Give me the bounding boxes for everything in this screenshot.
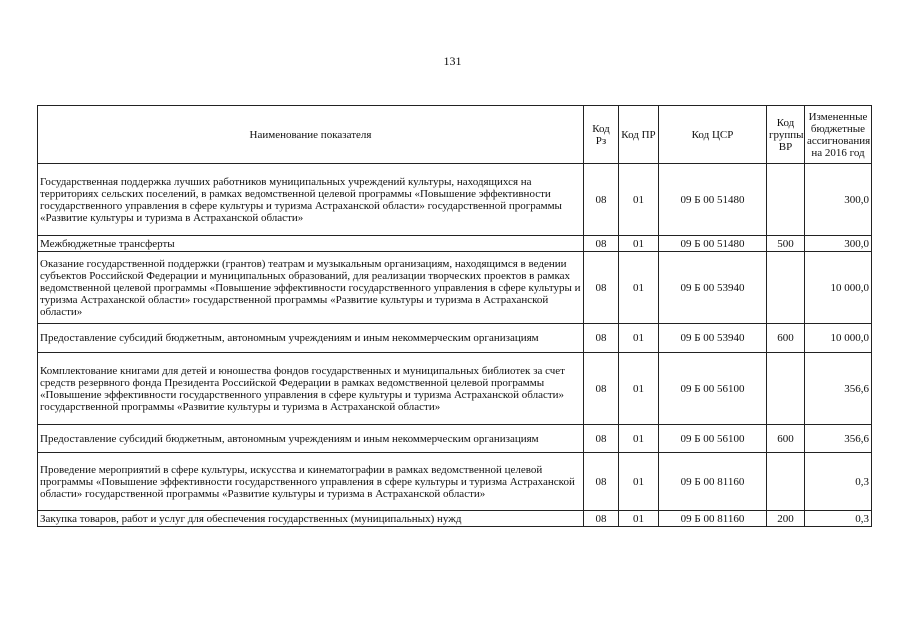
row-vr: [767, 353, 805, 425]
row-rz: 08: [584, 453, 619, 511]
row-vr: 500: [767, 236, 805, 252]
header-csr: Код ЦСР: [659, 106, 767, 164]
row-rz: 08: [584, 252, 619, 324]
row-vr: [767, 252, 805, 324]
row-name: Предоставление субсидий бюджетным, автономным учреждениям и иным некоммерческим организациям: [38, 425, 584, 453]
row-pr: 01: [619, 425, 659, 453]
row-name: Межбюджетные трансферты: [38, 236, 584, 252]
header-name: Наименование показателя: [38, 106, 584, 164]
row-csr: 09 Б 00 53940: [659, 252, 767, 324]
row-csr: 09 Б 00 51480: [659, 164, 767, 236]
row-name: Предоставление субсидий бюджетным, автономным учреждениям и иным некоммерческим организациям: [38, 324, 584, 353]
row-vr: [767, 164, 805, 236]
row-rz: 08: [584, 164, 619, 236]
table-row: [38, 252, 872, 324]
row-vr: 600: [767, 425, 805, 453]
row-rz: 08: [584, 511, 619, 527]
page-number: 131: [443, 54, 462, 68]
row-csr: 09 Б 00 51480: [659, 236, 767, 252]
row-csr: 09 Б 00 81160: [659, 511, 767, 527]
row-pr: 01: [619, 324, 659, 353]
header-pr: Код ПР: [619, 106, 659, 164]
row-amount: 10 000,0: [805, 252, 872, 324]
row-csr: 09 Б 00 53940: [659, 324, 767, 353]
header-vr: Код группы ВР: [767, 106, 805, 164]
row-pr: 01: [619, 353, 659, 425]
header-rz: Код Рз: [584, 106, 619, 164]
row-csr: 09 Б 00 56100: [659, 425, 767, 453]
row-pr: 01: [619, 164, 659, 236]
row-amount: 356,6: [805, 425, 872, 453]
header-amount: Измененные бюджетные ассигнования на 2016 год: [805, 106, 872, 164]
row-pr: 01: [619, 453, 659, 511]
row-vr: 600: [767, 324, 805, 353]
row-amount: 356,6: [805, 353, 872, 425]
table-row: [38, 164, 872, 236]
row-name: Закупка товаров, работ и услуг для обеспечения государственных (муниципальных) нужд: [38, 511, 584, 527]
row-pr: 01: [619, 511, 659, 527]
row-rz: 08: [584, 324, 619, 353]
row-amount: 300,0: [805, 236, 872, 252]
table-header-row: [38, 106, 872, 164]
table-row: [38, 425, 872, 453]
row-name: Государственная поддержка лучших работников муниципальных учреждений культуры, находящихся на территориях сельских поселений, в рамках ведомственной целевой программы «Повышение эффективности государственного управления в сфере культуры и туризма Астраханской области» государственной программы «Развитие культуры и туризма в Астраханской области»: [38, 164, 584, 236]
row-amount: 300,0: [805, 164, 872, 236]
table-row: [38, 453, 872, 511]
row-name: Оказание государственной поддержки (грантов) театрам и музыкальным организациям, находящимся в ведении субъектов Российской Федерации и муниципальных образований, для реализации творческих проектов в рамках ведомственной целевой программы «Повышение эффективности государственного управления в сфере культуры и туризма Астраханской области» государственной программы «Развитие культуры и туризма в Астраханской области»: [38, 252, 584, 324]
table-row: [38, 353, 872, 425]
table-row: [38, 324, 872, 353]
budget-table: [37, 105, 872, 527]
row-csr: 09 Б 00 81160: [659, 453, 767, 511]
row-pr: 01: [619, 236, 659, 252]
row-rz: 08: [584, 236, 619, 252]
row-pr: 01: [619, 252, 659, 324]
row-rz: 08: [584, 353, 619, 425]
row-csr: 09 Б 00 56100: [659, 353, 767, 425]
table-row: [38, 511, 872, 527]
row-name: Комплектование книгами для детей и юношества фондов государственных и муниципальных библиотек за счет средств резервного фонда Президента Российской Федерации в рамках ведомственной целевой программы «Повышение эффективности государственного управления в сфере культуры и туризма Астраханской области» государственной программы «Развитие культуры и туризма в Астраханской области»: [38, 353, 584, 425]
row-name: Проведение мероприятий в сфере культуры, искусства и кинематографии в рамках ведомственной целевой программы «Повышение эффективности государственного управления в сфере культуры и туризма Астраханской области» государственной программы «Развитие культуры и туризма в Астраханской области»: [38, 453, 584, 511]
row-vr: [767, 453, 805, 511]
row-amount: 0,3: [805, 511, 872, 527]
row-vr: 200: [767, 511, 805, 527]
row-amount: 10 000,0: [805, 324, 872, 353]
table-row: [38, 236, 872, 252]
row-rz: 08: [584, 425, 619, 453]
row-amount: 0,3: [805, 453, 872, 511]
